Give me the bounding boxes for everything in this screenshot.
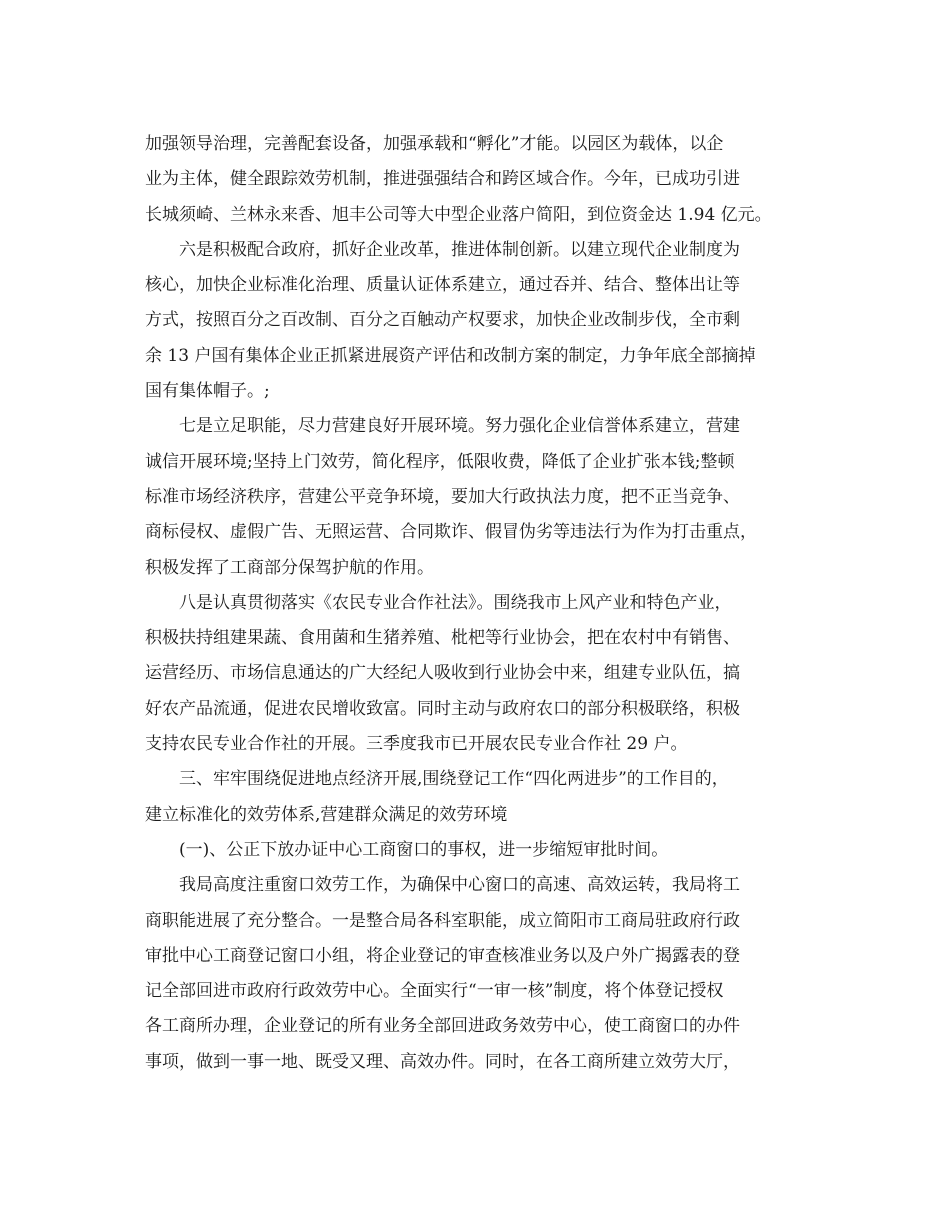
text-line: 长城须崎、兰林永来香、旭丰公司等大中型企业落户简阳，到位资金达 1.94 亿元。 [145, 204, 772, 225]
text-line: 七是立足职能，尽力营建良好开展环境。努力强化企业信誉体系建立，营建 [179, 416, 740, 437]
text-line: 八是认真贯彻落实《农民专业合作社法》。围绕我市上风产业和特色产业， [179, 592, 732, 613]
text-line: 商标侵权、虚假广告、无照运营、合同欺诈、假冒伪劣等违法行为作为打击重点， [145, 522, 757, 543]
text-line: 方式，按照百分之百改制、百分之百触动产权要求，加快企业改制步伐，全市剩 [145, 310, 740, 331]
text-line: 核心，加快企业标准化治理、质量认证体系建立，通过吞并、结合、整体出让等 [145, 275, 740, 296]
text-line: 国有集体帽子。; [145, 381, 270, 402]
text-line: 余 13 户国有集体企业正抓紧进展资产评估和改制方案的制定，力争年底全部摘掉 [145, 345, 756, 366]
text-line: (一)、公正下放办证中心工商窗口的事权，进一步缩短审批时间。 [179, 839, 669, 860]
text-line: 标准市场经济秩序，营建公平竞争环境，要加大行政执法力度，把不正当竞争、 [145, 486, 740, 507]
text-line: 加强领导治理，完善配套设备，加强承载和“孵化”才能。以园区为载体，以企 [145, 134, 724, 154]
text-line: 我局高度注重窗口效劳工作，为确保中心窗口的高速、高效运转，我局将工 [179, 875, 740, 896]
text-line: 三、牢牢围绕促进地点经济开展,围绕登记工作“四化两进步”的工作目的， [179, 769, 729, 790]
text-line: 运营经历、市场信息通达的广大经纪人吸收到行业协会中来，组建专业队伍，搞 [145, 663, 740, 684]
body-text [145, 127, 815, 1080]
text-line: 建立标准化的效劳体系,营建群众满足的效劳环境 [145, 804, 508, 825]
text-line: 审批中心工商登记窗口小组，将企业登记的审查核准业务以及户外广揭露表的登 [145, 945, 740, 966]
text-line: 记全部回进市政府行政效劳中心。全面实行“一审一核”制度，将个体登记授权 [145, 981, 724, 1002]
text-line: 积极扶持组建果蔬、食用菌和生猪养殖、枇杷等行业协会，把在农村中有销售、 [145, 628, 740, 649]
text-line: 诚信开展环境;坚持上门效劳，简化程序，低限收费，降低了企业扩张本钱;整顿 [145, 451, 735, 472]
text-line: 支持农民专业合作社的开展。三季度我市已开展农民专业合作社 29 户。 [145, 734, 688, 755]
text-line: 积极发挥了工商部分保驾护航的作用。 [145, 557, 434, 578]
text-line: 商职能进展了充分整合。一是整合局各科室职能，成立简阳市工商局驻政府行政 [145, 910, 740, 931]
text-line: 事项，做到一事一地、既受又理、高效办件。同时，在各工商所建立效劳大厅， [145, 1051, 740, 1072]
text-line: 业为主体，健全跟踪效劳机制，推进强强结合和跨区域合作。今年，已成功引进 [145, 169, 740, 190]
text-line: 六是积极配合政府，抓好企业改革，推进体制创新。以建立现代企业制度为 [179, 239, 740, 260]
text-line: 各工商所办理，企业登记的所有业务全部回进政务效劳中心，使工商窗口的办件 [145, 1016, 740, 1037]
text-line: 好农产品流通，促进农民增收致富。同时主动与政府农口的部分积极联络，积极 [145, 698, 740, 719]
